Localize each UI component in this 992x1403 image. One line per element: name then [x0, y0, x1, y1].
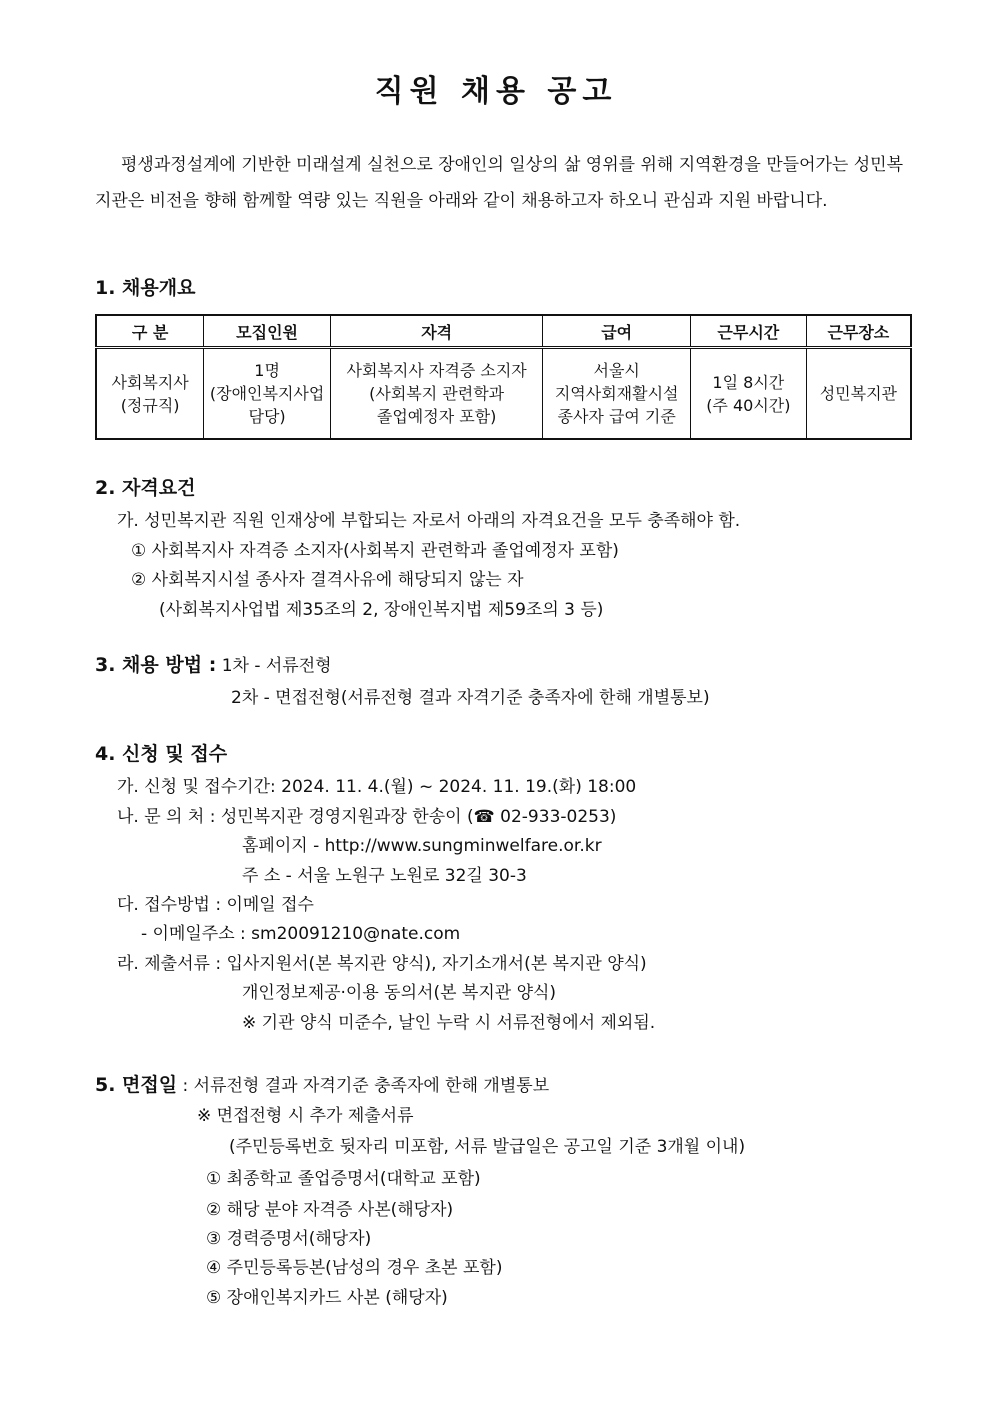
cell-category — [96, 348, 204, 440]
header-hours: 근무시간 — [690, 315, 806, 348]
cell-line: 사회복지사 자격증 소지자 — [346, 361, 527, 380]
s2-line-1: 가. 성민복지관 직원 인재상에 부합되는 자로서 아래의 자격요건을 모두 충족해야 함. — [117, 511, 741, 531]
section-3-line — [95, 650, 332, 677]
s2-line-3: ② 사회복지시설 종사자 결격사유에 해당되지 않는 자 — [131, 570, 524, 590]
cell-line: 지역사회재활시설 — [554, 384, 679, 403]
cell-qualification — [330, 348, 542, 440]
section-5-heading: 5. 면접일 — [95, 1074, 178, 1096]
header-salary: 급여 — [543, 315, 691, 348]
recruitment-table — [95, 314, 912, 440]
cell-salary — [543, 348, 691, 440]
cell-line: (정규직) — [120, 395, 180, 415]
cell-line: (장애인복지사업 — [209, 384, 325, 403]
cell-hours — [690, 348, 806, 440]
header-count: 모집인원 — [204, 315, 331, 348]
section-4-heading: 4. 신청 및 접수 — [95, 743, 228, 765]
s2-line-2: ① 사회복지사 자격증 소지자(사회복지 관련학과 졸업예정자 포함) — [131, 541, 619, 561]
s5-text: : 서류전형 결과 자격기준 충족자에 한해 개별통보 — [182, 1076, 550, 1096]
header-qualification: 자격 — [330, 315, 542, 348]
s5-item-4: ④ 주민등록등본(남성의 경우 초본 포함) — [206, 1258, 503, 1278]
s4-homepage: 홈페이지 - http://www.sungminwelfare.or.kr — [242, 836, 602, 856]
cell-line: 1명 — [254, 361, 280, 380]
cell-line: 서울시 — [593, 361, 640, 380]
s4-method: 다. 접수방법 : 이메일 접수 — [117, 895, 314, 915]
section-3-heading: 3. 채용 방법 : — [95, 654, 217, 676]
s4-docs-2: 개인정보제공·이용 동의서(본 복지관 양식) — [242, 983, 557, 1003]
s4-docs-1: 라. 제출서류 : 입사지원서(본 복지관 양식), 자기소개서(본 복지관 양식) — [117, 954, 647, 974]
section-2-heading: 2. 자격요건 — [95, 477, 196, 499]
cell-line: 종사자 급여 기준 — [557, 407, 676, 426]
s3-step-2: 2차 - 면접전형(서류전형 결과 자격기준 충족자에 한해 개별통보) — [231, 688, 710, 708]
s5-item-1: ① 최종학교 졸업증명서(대학교 포함) — [206, 1169, 481, 1189]
s4-email: - 이메일주소 : sm20091210@nate.com — [141, 924, 461, 944]
s4-note: ※ 기관 양식 미준수, 날인 누락 시 서류전형에서 제외됨. — [242, 1013, 656, 1033]
section-1-heading: 1. 채용개요 — [95, 277, 196, 299]
s4-address: 주 소 - 서울 노원구 노원로 32길 30-3 — [242, 866, 527, 886]
s5-item-3: ③ 경력증명서(해당자) — [206, 1229, 372, 1249]
s5-extra-note: (주민등록번호 뒷자리 미포함, 서류 발급일은 공고일 기준 3개월 이내) — [229, 1137, 746, 1157]
cell-place: 성민복지관 — [806, 348, 911, 440]
s5-item-5: ⑤ 장애인복지카드 사본 (해당자) — [206, 1288, 448, 1308]
cell-line: 1일 8시간 — [712, 372, 785, 392]
cell-line: (주 40시간) — [706, 395, 791, 415]
table-header-row — [96, 315, 911, 348]
intro-paragraph: 평생과정설계에 기반한 미래설계 실천으로 장애인의 일상의 삶 영위를 위해 지역환경을 만들어가는 성민복지관은 비전을 향해 함께할 역량 있는 직원을 아래와 같이 채용하고자 하오니 관심과 지원 바랍니다. — [95, 155, 904, 211]
s5-item-2: ② 해당 분야 자격증 사본(해당자) — [206, 1200, 454, 1220]
cell-line: 사회복지사 — [111, 372, 189, 392]
cell-line: 졸업예정자 포함) — [376, 407, 497, 426]
page-title: 직원 채용 공고 — [374, 74, 618, 109]
header-place: 근무장소 — [806, 315, 911, 348]
section-5-line — [95, 1070, 549, 1097]
s4-contact: 나. 문 의 처 : 성민복지관 경영지원과장 한송이 (☎ 02-933-0253) — [117, 807, 617, 827]
s5-extra: ※ 면접전형 시 추가 제출서류 — [197, 1106, 414, 1126]
s3-step-1: 1차 - 서류전형 — [221, 656, 332, 676]
cell-count — [204, 348, 331, 440]
header-category: 구 분 — [96, 315, 204, 348]
s2-line-4: (사회복지사업법 제35조의 2, 장애인복지법 제59조의 3 등) — [159, 600, 604, 620]
cell-line: 담당) — [248, 407, 286, 426]
table-row — [96, 348, 911, 440]
s4-period: 가. 신청 및 접수기간: 2024. 11. 4.(월) ~ 2024. 11. 19.(화) 18:00 — [117, 777, 637, 797]
cell-line: (사회복지 관련학과 — [369, 384, 505, 403]
